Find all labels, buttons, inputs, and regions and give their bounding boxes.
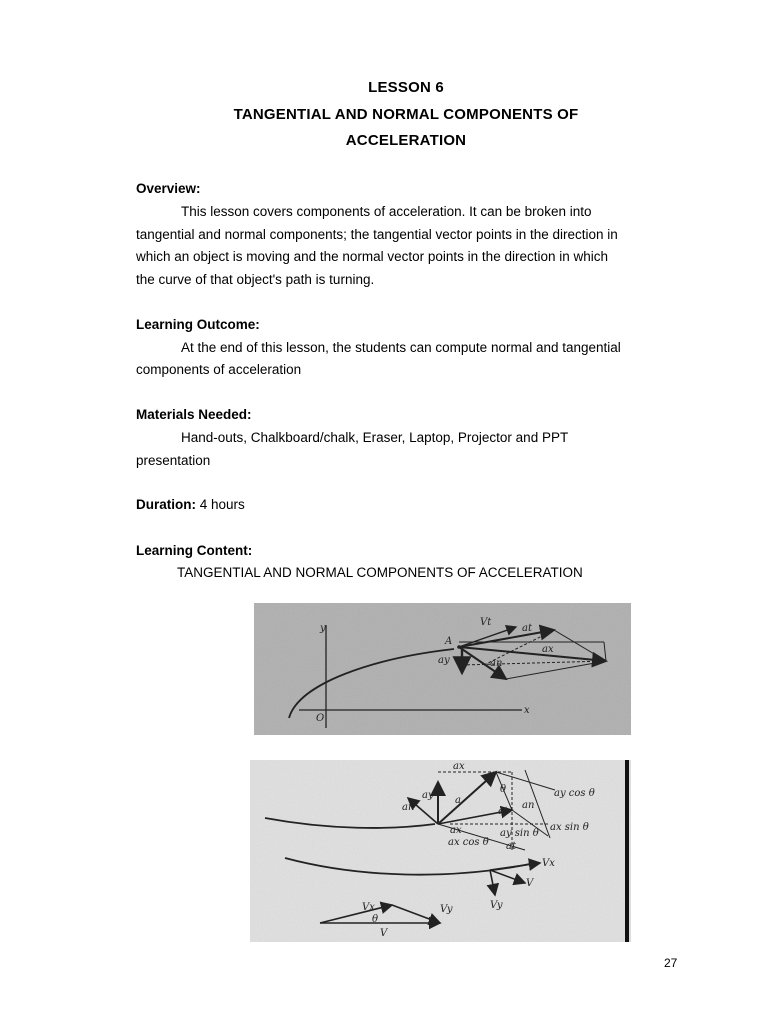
scan-edge [625,760,629,942]
learning-content-heading: Learning Content: [136,543,253,558]
figure1-svg [254,603,631,735]
label-triangle-v: V [380,928,388,939]
label-an-right: an [522,800,535,811]
label-ax: ax [542,644,554,655]
label-origin: O [316,713,325,724]
duration-value: 4 hours [199,497,245,512]
label-vx: Vx [542,858,555,869]
materials-heading: Materials Needed: [136,407,252,422]
label-triangle-vx: Vx [362,902,375,913]
label-triangle-theta: θ [372,914,379,925]
learning-content-subtitle: TANGENTIAL AND NORMAL COMPONENTS OF ACCELERATION [177,565,583,580]
overview-line: This lesson covers components of acceleration. It can be broken into [181,204,592,219]
label-triangle-vy: Vy [440,904,453,915]
figure-acceleration-vector-decomposition [250,760,631,942]
label-point-a: A [445,636,453,647]
label-a: a [455,795,461,806]
label-ax-low: ax [450,825,462,836]
overview-heading: Overview: [136,181,201,196]
label-ay: ay [422,790,434,801]
label-v: V [526,878,534,889]
label-x: x [524,705,530,716]
figure2-svg [250,760,631,942]
label-at-bottom: at [506,841,516,852]
label-at: at [498,806,508,817]
label-at: at [522,623,532,634]
overview-line: the curve of that object's path is turning. [136,272,375,287]
label-ax-cos: ax cos θ [448,837,489,848]
label-vt: Vt [480,617,492,628]
label-an-left: an [402,802,415,813]
overview-line: which an object is moving and the normal vector points in the direction in which [136,249,608,264]
label-ax-top: ax [453,761,465,772]
materials-line: presentation [136,453,211,468]
learning-outcome-line: At the end of this lesson, the students can compute normal and tangential [181,340,621,355]
label-ay-cos: ay cos θ [554,788,595,799]
label-ay: ay [438,655,450,666]
lesson-number: LESSON 6 [368,79,444,96]
label-theta: θ [500,784,507,795]
label-an: an [490,658,503,669]
figure-acceleration-components-curve [254,603,631,735]
lesson-title-line2: ACCELERATION [345,132,467,149]
learning-outcome-heading: Learning Outcome: [136,317,260,332]
duration-heading: Duration: [136,497,196,512]
overview-line: tangential and normal components; the tangential vector points in the direction in [136,227,618,242]
page-number: 27 [664,956,678,970]
lesson-title-line1: TANGENTIAL AND NORMAL COMPONENTS OF [233,106,579,123]
learning-outcome-line: components of acceleration [136,362,302,377]
label-y: y [320,623,326,634]
label-ay-sin: ay sin θ [500,828,539,839]
label-vy: Vy [490,900,503,911]
materials-line: Hand-outs, Chalkboard/chalk, Eraser, Laptop, Projector and PPT [181,430,569,445]
point-a-dot [457,645,461,649]
duration-row [136,497,245,512]
label-ax-sin: ax sin θ [550,822,589,833]
